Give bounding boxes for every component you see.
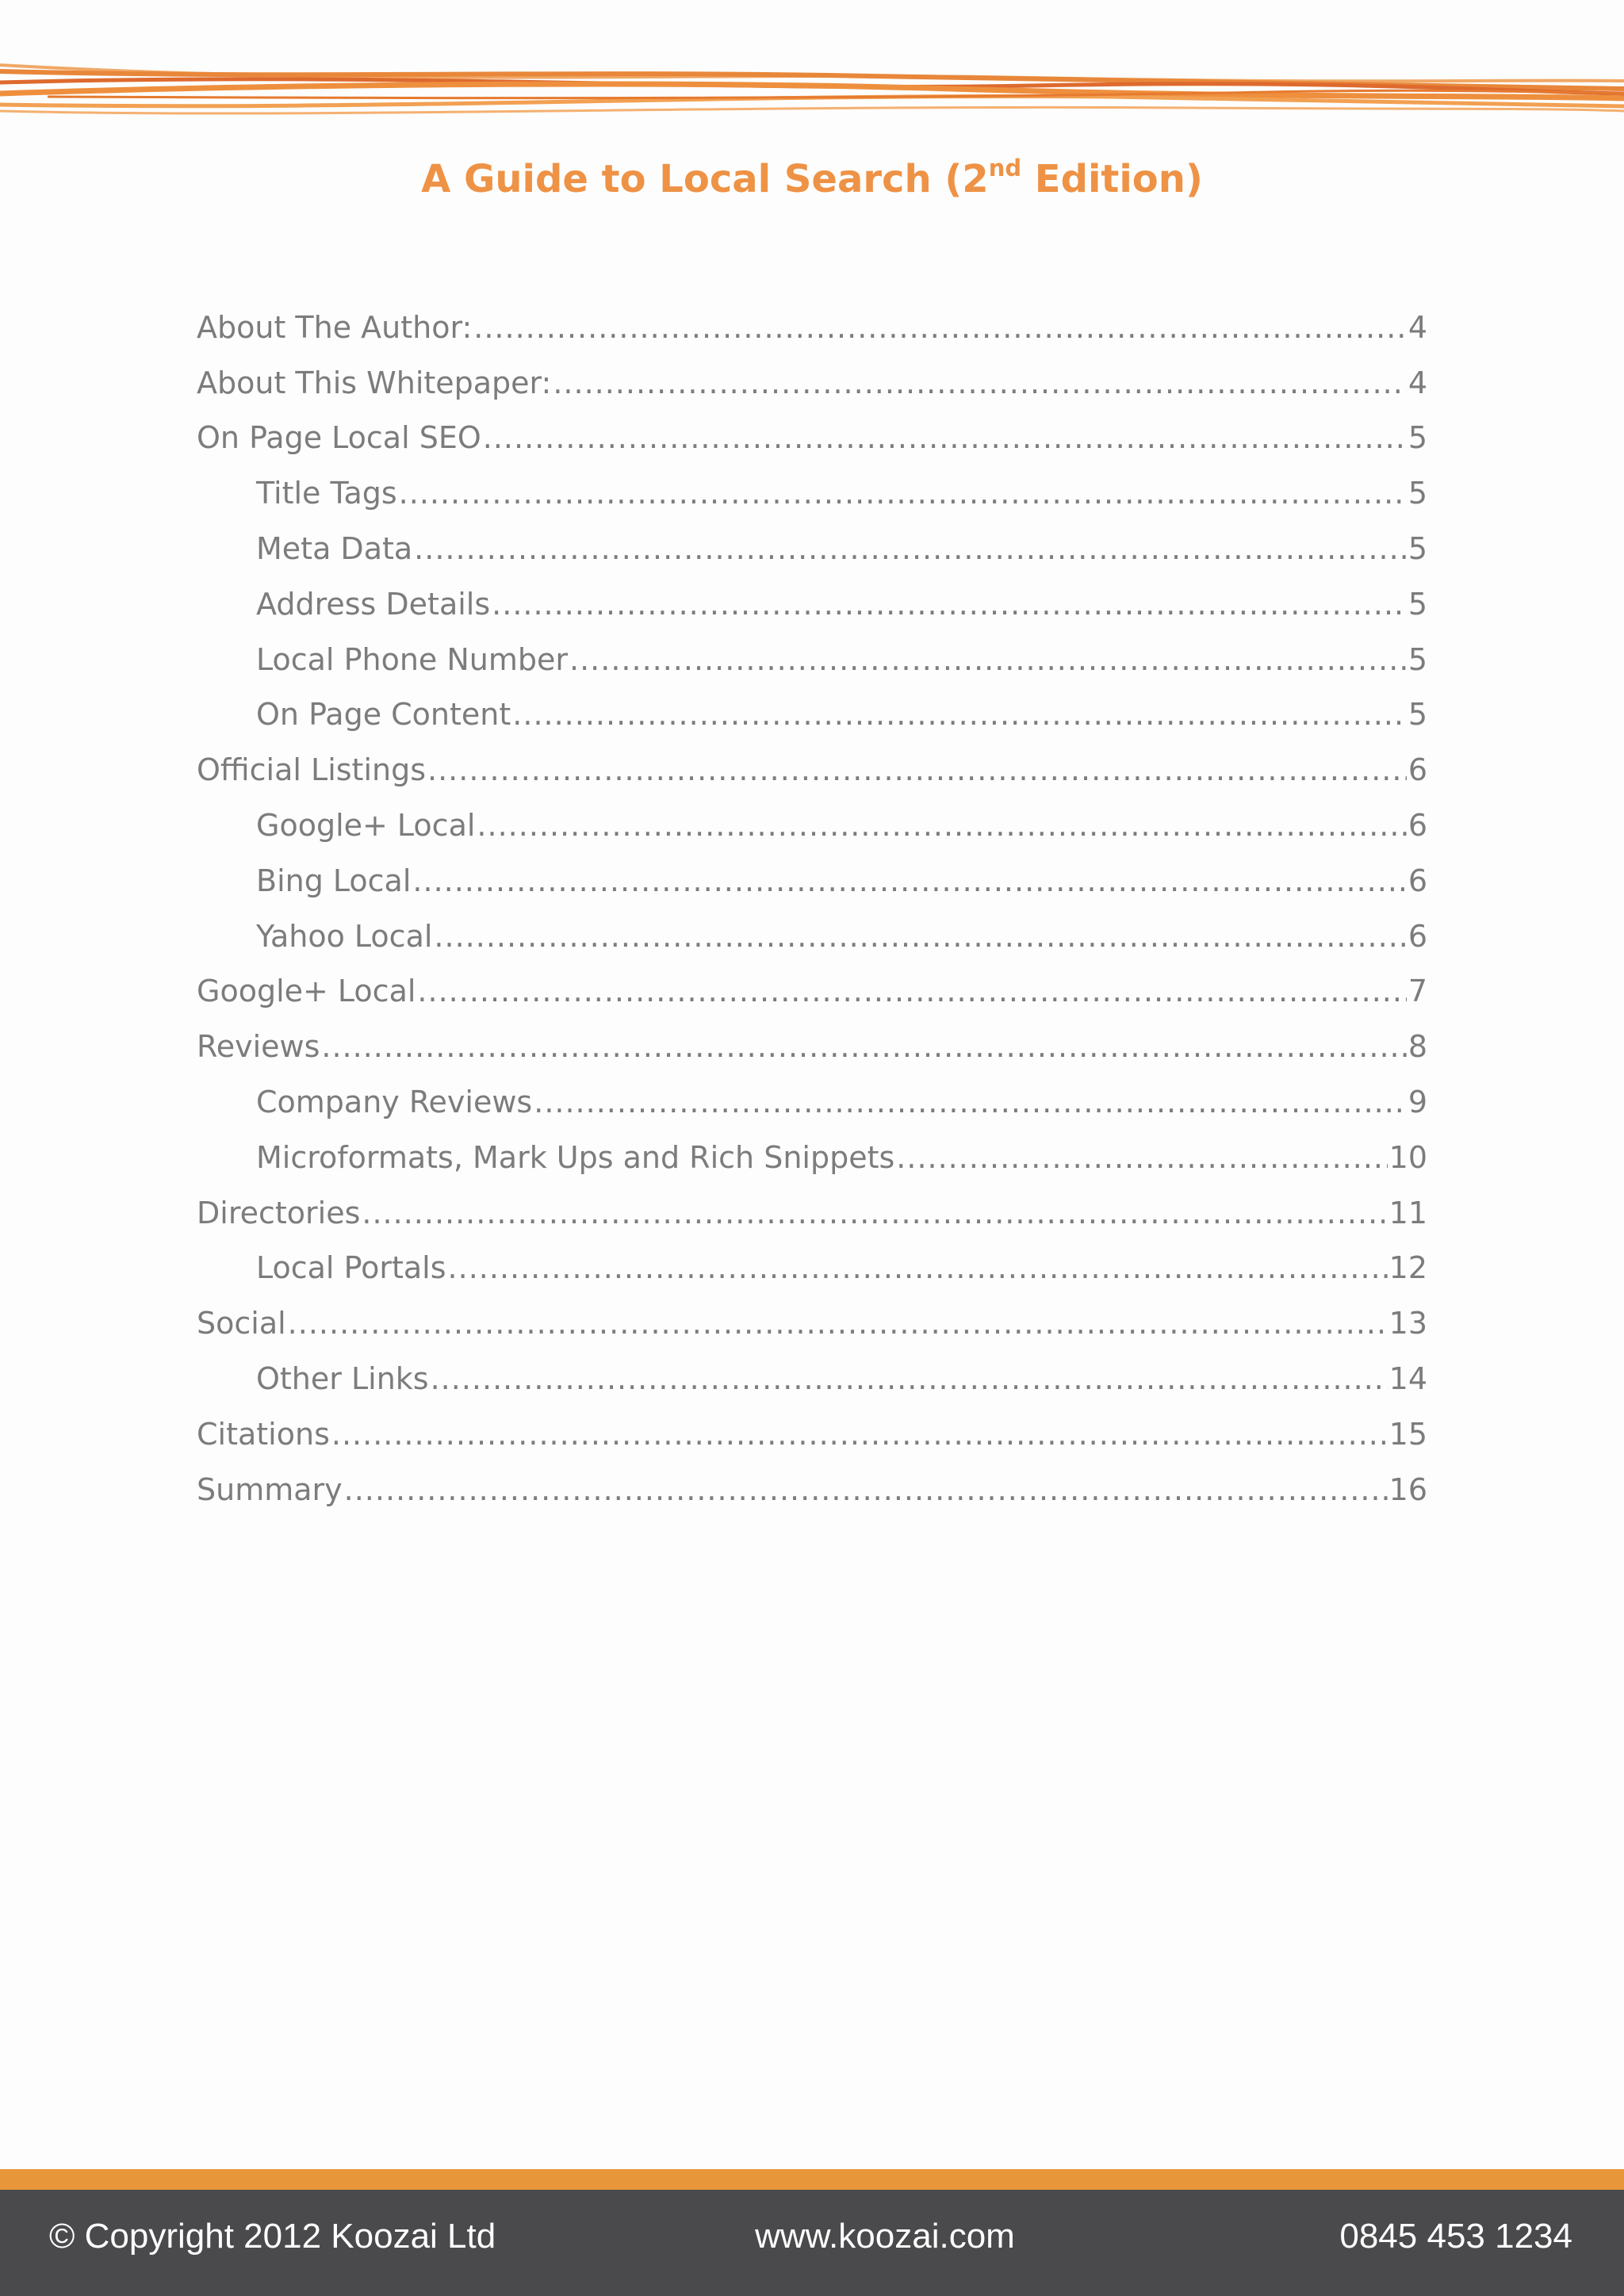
toc-entry[interactable] [197,521,1427,576]
toc-entry[interactable] [197,964,1427,1020]
toc-dot-leader [553,365,1406,400]
toc-page-number: 5 [1408,531,1427,567]
footer-website-link[interactable]: www.koozai.com [755,2217,1015,2256]
toc-entry[interactable] [197,1241,1427,1296]
toc-entry[interactable] [197,1130,1427,1185]
toc-entry[interactable] [197,1074,1427,1130]
toc-page-number: 13 [1388,1306,1427,1341]
toc-dot-leader [431,1361,1388,1396]
toc-page-number: 10 [1388,1139,1427,1175]
toc-page-number: 5 [1408,586,1427,622]
toc-entry-label: Meta Data [256,531,413,567]
header-swoosh-decoration [0,48,1624,127]
toc-dot-leader [477,808,1406,843]
toc-entry[interactable] [197,411,1427,466]
toc-page-number: 15 [1388,1416,1427,1452]
toc-dot-leader [321,1029,1406,1064]
toc-page-number: 5 [1408,641,1427,677]
toc-entry[interactable] [197,1295,1427,1351]
toc-page-number: 5 [1408,697,1427,733]
toc-entry-label: Title Tags [256,476,397,511]
toc-entry[interactable] [197,1019,1427,1074]
toc-dot-leader [473,310,1407,345]
toc-page-number: 16 [1388,1471,1427,1507]
toc-entry-label: Reviews [197,1029,320,1065]
toc-dot-leader [483,420,1407,455]
toc-page-number: 4 [1408,309,1427,345]
toc-page-number: 8 [1408,1029,1427,1065]
toc-entry-label: On Page Local SEO [197,420,481,456]
toc-entry-label: Local Phone Number [256,641,569,677]
toc-dot-leader [427,752,1407,787]
toc-entry-label: Address Details [256,586,491,622]
toc-entry[interactable] [197,1406,1427,1462]
toc-entry[interactable] [197,355,1427,411]
toc-dot-leader [414,531,1407,566]
toc-entry[interactable] [197,687,1427,743]
toc-entry-label: Google+ Local [197,974,416,1009]
toc-page-number: 7 [1408,974,1427,1009]
toc-entry-label: Bing Local [256,863,412,898]
toc-entry-label: On Page Content [256,697,511,733]
toc-entry-label: Other Links [256,1361,429,1397]
toc-dot-leader [417,974,1406,1008]
toc-page-number: 11 [1388,1195,1427,1230]
toc-dot-leader [331,1417,1388,1452]
toc-page-number: 12 [1388,1250,1427,1286]
toc-entry-label: About The Author: [197,309,473,345]
toc-dot-leader [344,1472,1388,1507]
toc-entry[interactable] [197,576,1427,632]
toc-entry-label: Local Portals [256,1250,446,1286]
toc-dot-leader [288,1306,1388,1341]
toc-entry-label: Yahoo Local [256,918,433,954]
toc-dot-leader [512,697,1407,732]
toc-entry-label: Google+ Local [256,808,476,844]
toc-entry-label: Official Listings [197,752,427,788]
footer [0,2190,1624,2296]
toc-entry[interactable] [197,909,1427,964]
table-of-contents [197,300,1427,1517]
toc-page-number: 9 [1408,1085,1427,1120]
toc-entry-label: Microformats, Mark Ups and Rich Snippets [256,1139,895,1175]
toc-entry[interactable] [197,742,1427,798]
document-title: A Guide to Local Search (2nd Edition) [421,155,1203,201]
toc-entry-label: Summary [197,1471,343,1507]
toc-entry[interactable] [197,1351,1427,1406]
toc-dot-leader [492,587,1407,622]
footer-copyright: © Copyright 2012 Koozai Ltd [49,2217,496,2256]
footer-accent-stripe [0,2169,1624,2190]
toc-page-number: 6 [1408,863,1427,898]
toc-entry[interactable] [197,853,1427,909]
toc-dot-leader [896,1140,1387,1175]
toc-page-number: 6 [1408,918,1427,954]
toc-entry-label: Citations [197,1416,330,1452]
toc-dot-leader [448,1250,1388,1285]
toc-dot-leader [434,919,1406,954]
toc-entry-label: Social [197,1306,286,1341]
toc-page-number: 4 [1408,365,1427,400]
toc-dot-leader [399,476,1407,511]
toc-entry-label: About This Whitepaper: [197,365,552,400]
toc-entry-label: Directories [197,1195,361,1230]
toc-dot-leader [534,1085,1407,1119]
toc-entry[interactable] [197,798,1427,853]
toc-entry[interactable] [197,1462,1427,1517]
toc-dot-leader [412,863,1406,898]
toc-entry[interactable] [197,632,1427,687]
toc-entry[interactable] [197,300,1427,355]
toc-entry[interactable] [197,1185,1427,1241]
toc-page-number: 6 [1408,808,1427,844]
toc-entry[interactable] [197,465,1427,521]
toc-page-number: 14 [1388,1361,1427,1397]
toc-dot-leader [362,1196,1387,1230]
toc-dot-leader [569,642,1407,677]
toc-page-number: 6 [1408,752,1427,788]
toc-page-number: 5 [1408,476,1427,511]
toc-entry-label: Company Reviews [256,1085,533,1120]
footer-phone: 0845 453 1234 [1339,2217,1572,2256]
toc-page-number: 5 [1408,420,1427,456]
